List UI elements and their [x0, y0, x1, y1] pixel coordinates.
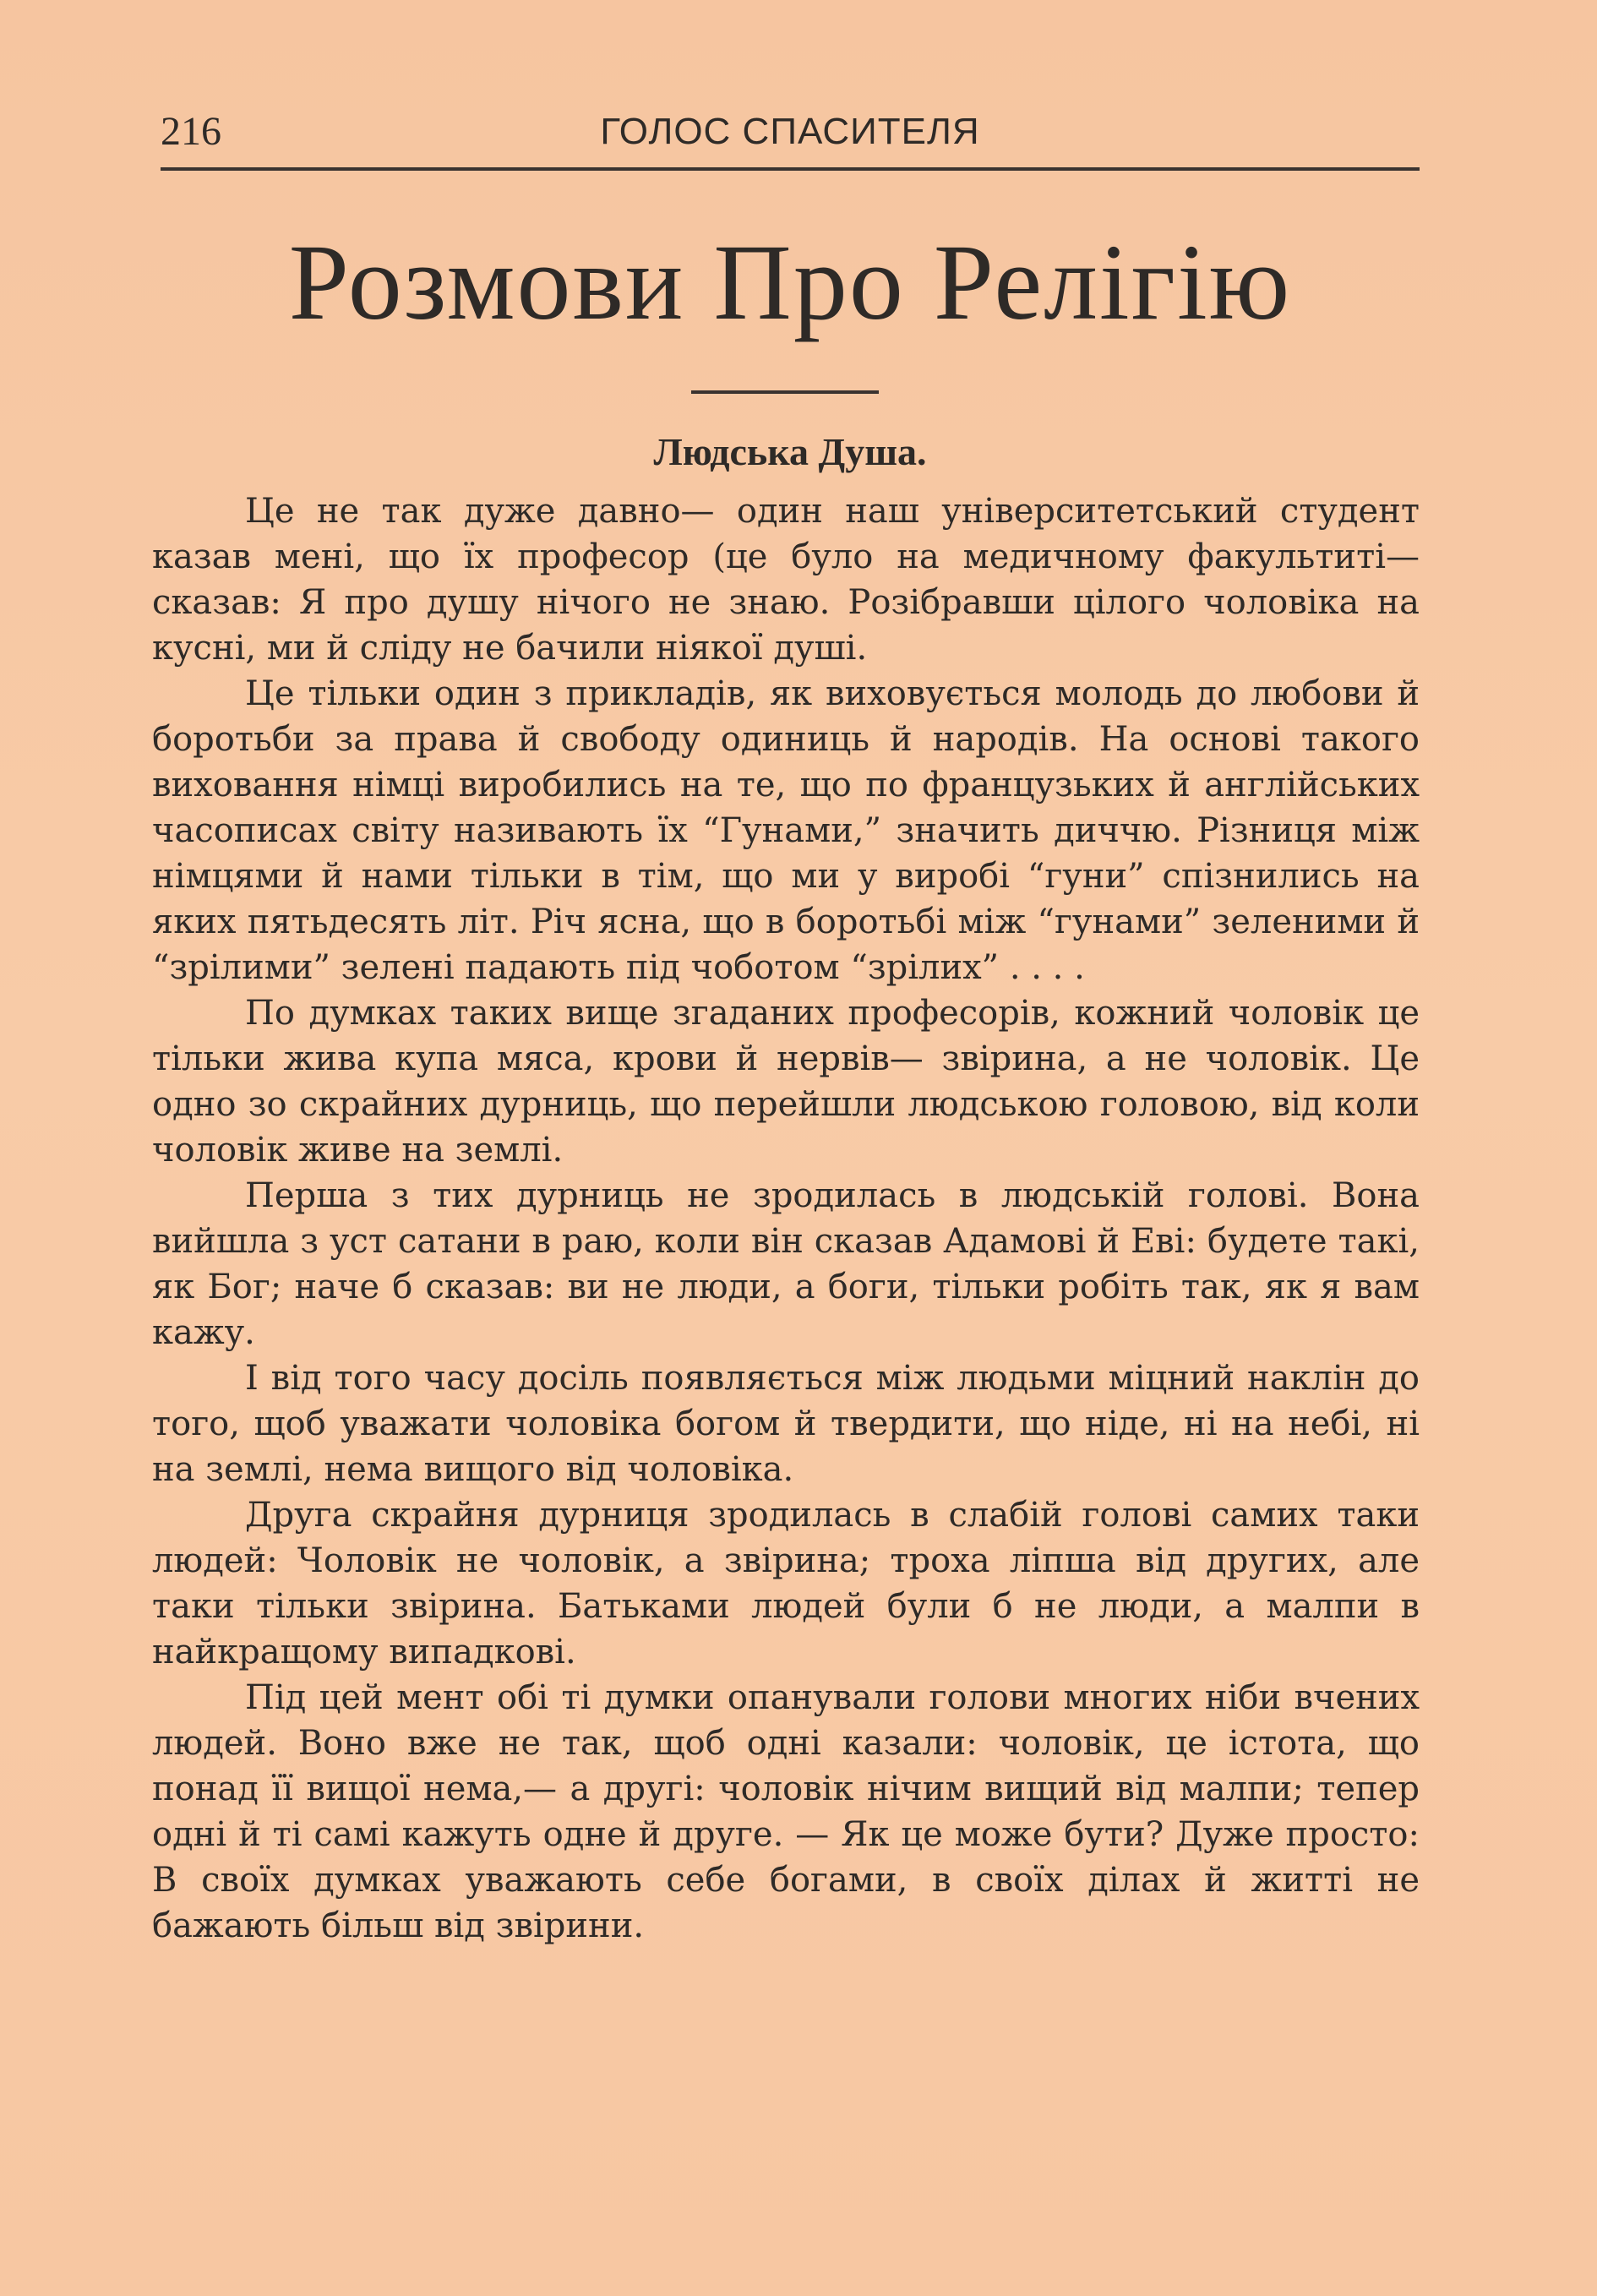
article-subtitle: Людська Душа.	[653, 430, 927, 473]
article-title: Розмови Про Релігію	[288, 222, 1292, 342]
paragraph: Під цей мент обі ті думки опанували голови многих ніби вчених людей. Воно вже не так, щоб одні казали: чоловік, це істота, що понад її вищої нема,— а другі: чоловік нічим вищий від малпи; тепер одні й ті самі кажуть одне й друге. — Як це може бути? Дуже просто: В своїх думках уважають себе богами, в своїх ділах й житті не бажають більш від звірини.	[152, 1678, 1420, 1945]
running-head: ГОЛОС СПАСИТЕЛЯ	[600, 111, 980, 152]
page-number: 216	[161, 109, 221, 154]
paragraph: Перша з тих дурниць не зродилась в людській голові. Вона вийшла з уст сатани в раю, коли він сказав Адамові й Еві: будете такі, як Бог; наче б сказав: ви не люди, а боги, тільки робіть так, як я вам кажу.	[152, 1176, 1420, 1352]
paragraph: Друга скрайня дурниця зродилась в слабій голові самих таки людей: Чоловік не чоловік, а звірина; троха ліпша від других, але таки тільки звірина. Батьками людей були б не люди, а малпи в найкращому випадкові.	[152, 1496, 1420, 1672]
page-header	[161, 101, 1420, 171]
paragraph: І від того часу досіль появляється між людьми міцний наклін до того, щоб уважати чоловіка богом й твердити, що ніде, ні на небі, ні на землі, нема вищого від чоловіка.	[152, 1359, 1420, 1489]
paragraph: Це тільки один з прикладів, як виховується молодь до любови й боротьби за права й свободу одиниць й народів. На основі такого виховання німці виробились на те, що по французьких й англійських часописах світу називають їх “Гунами,” значить диччю. Різниця між німцями й нами тільки в тім, що ми у виробі “гуни” спізнились на яких пятьдесять літ. Річ ясна, що в боротьбі між “гунами” зеленими й “зрілими” зелені падають під чоботом “зрілих” . . . .	[152, 674, 1420, 987]
article-body	[152, 488, 1420, 1949]
paragraph: Це не так дуже давно— один наш університетський студент казав мені, що їх професор (це було на медичному факультиті— сказав: Я про душу нічого не знаю. Розібравши цілого чоловіка на кусні, ми й сліду не бачили ніякої душі.	[152, 492, 1420, 668]
paragraph: По думках таких вище згаданих професорів, кожний чоловік це тільки жива купа мяса, крови й нервів— звірина, а не чоловік. Це одно зо скрайних дурниць, що перейшли людською головою, від коли чоловік живе на землі.	[152, 994, 1420, 1170]
title-divider	[691, 390, 879, 394]
